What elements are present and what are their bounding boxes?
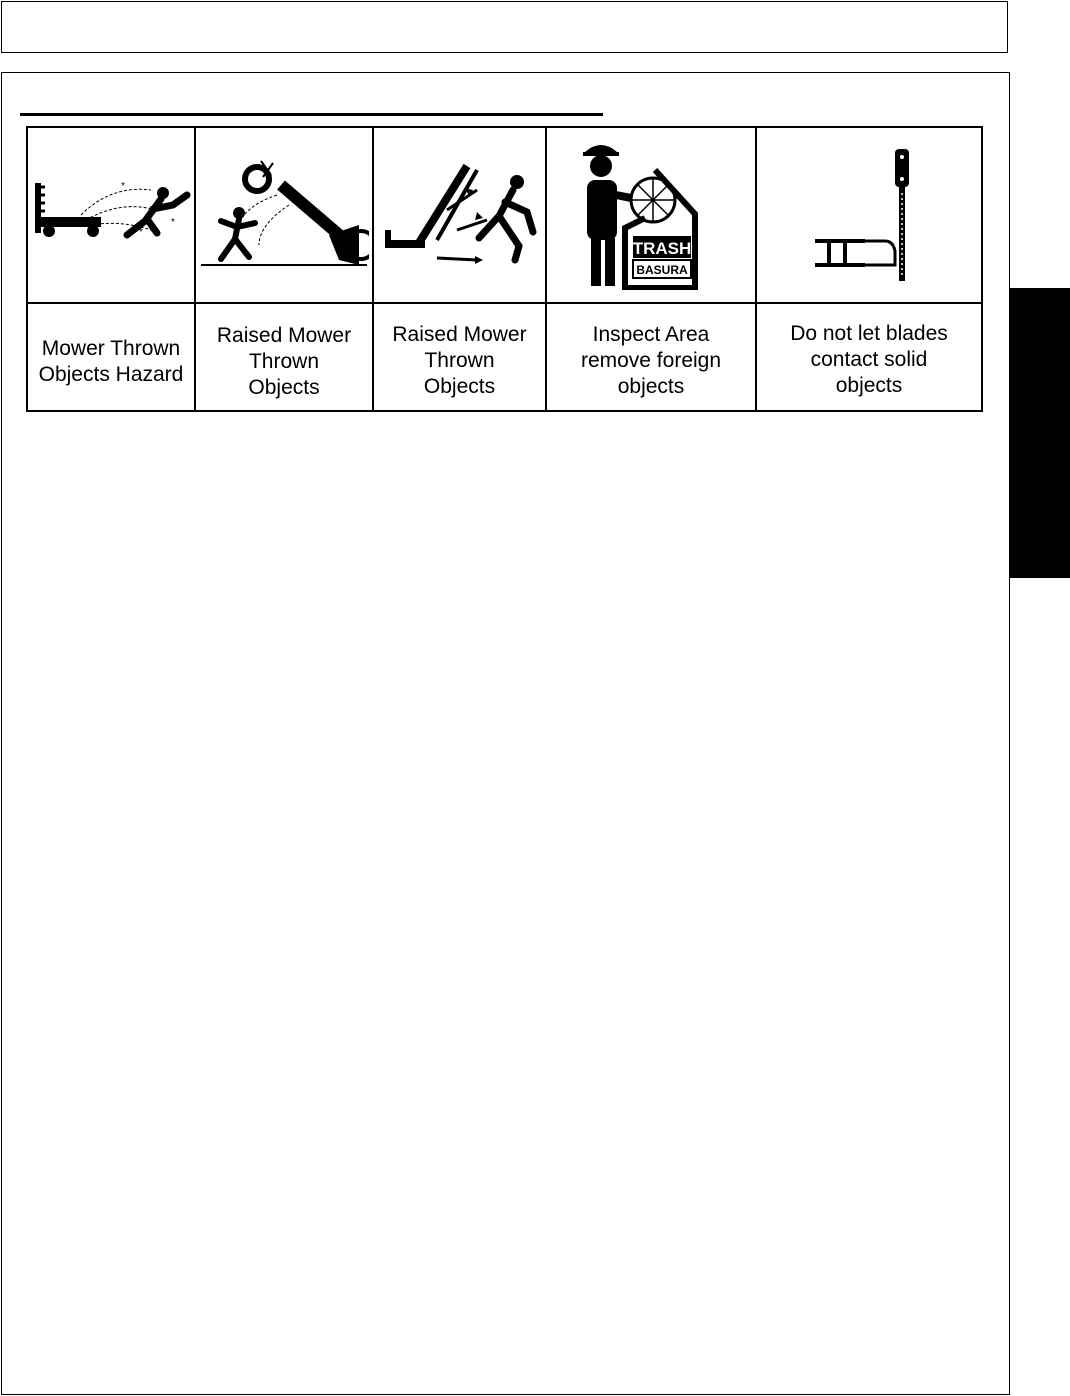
sign-caption: Mower Thrown Objects Hazard [38, 337, 184, 386]
safety-signs-table [26, 126, 983, 412]
safety-signs-icon-row [27, 127, 982, 303]
sign-cell-5 [756, 127, 982, 303]
basura-sign-label: BASURA [636, 263, 688, 277]
sign-caption-cell-2 [195, 303, 373, 411]
raised-mower-thrown-objects-alt-icon [377, 160, 542, 270]
blade-solid-object-icon [809, 145, 929, 285]
trash-sign-label: TRASH [632, 239, 692, 258]
sign-caption-cell-1 [27, 303, 195, 411]
sign-caption: Inspect Area remove foreign objects [580, 323, 722, 398]
safety-signs-caption-row [27, 303, 982, 411]
svg-text:*: * [121, 181, 125, 192]
inspect-area-trash-icon [571, 140, 731, 290]
sign-cell-4 [546, 127, 756, 303]
sign-caption: Do not let blades contact solid objects [790, 322, 948, 397]
sign-caption: Raised Mower Thrown Objects [216, 324, 352, 399]
mower-thrown-objects-icon [31, 175, 191, 255]
raised-mower-thrown-objects-icon [199, 155, 369, 275]
svg-text:*: * [171, 217, 175, 228]
page-header-box [1, 1, 1008, 53]
sign-caption-cell-5 [756, 303, 982, 411]
section-side-tab [1009, 288, 1070, 578]
svg-text:*: * [139, 227, 143, 238]
sign-cell-3 [373, 127, 546, 303]
sign-cell-1 [27, 127, 195, 303]
sign-cell-2 [195, 127, 373, 303]
sign-caption-cell-4 [546, 303, 756, 411]
sign-caption-cell-3 [373, 303, 546, 411]
section-title-rule [20, 113, 603, 116]
sign-caption: Raised Mower Thrown Objects [392, 323, 527, 398]
